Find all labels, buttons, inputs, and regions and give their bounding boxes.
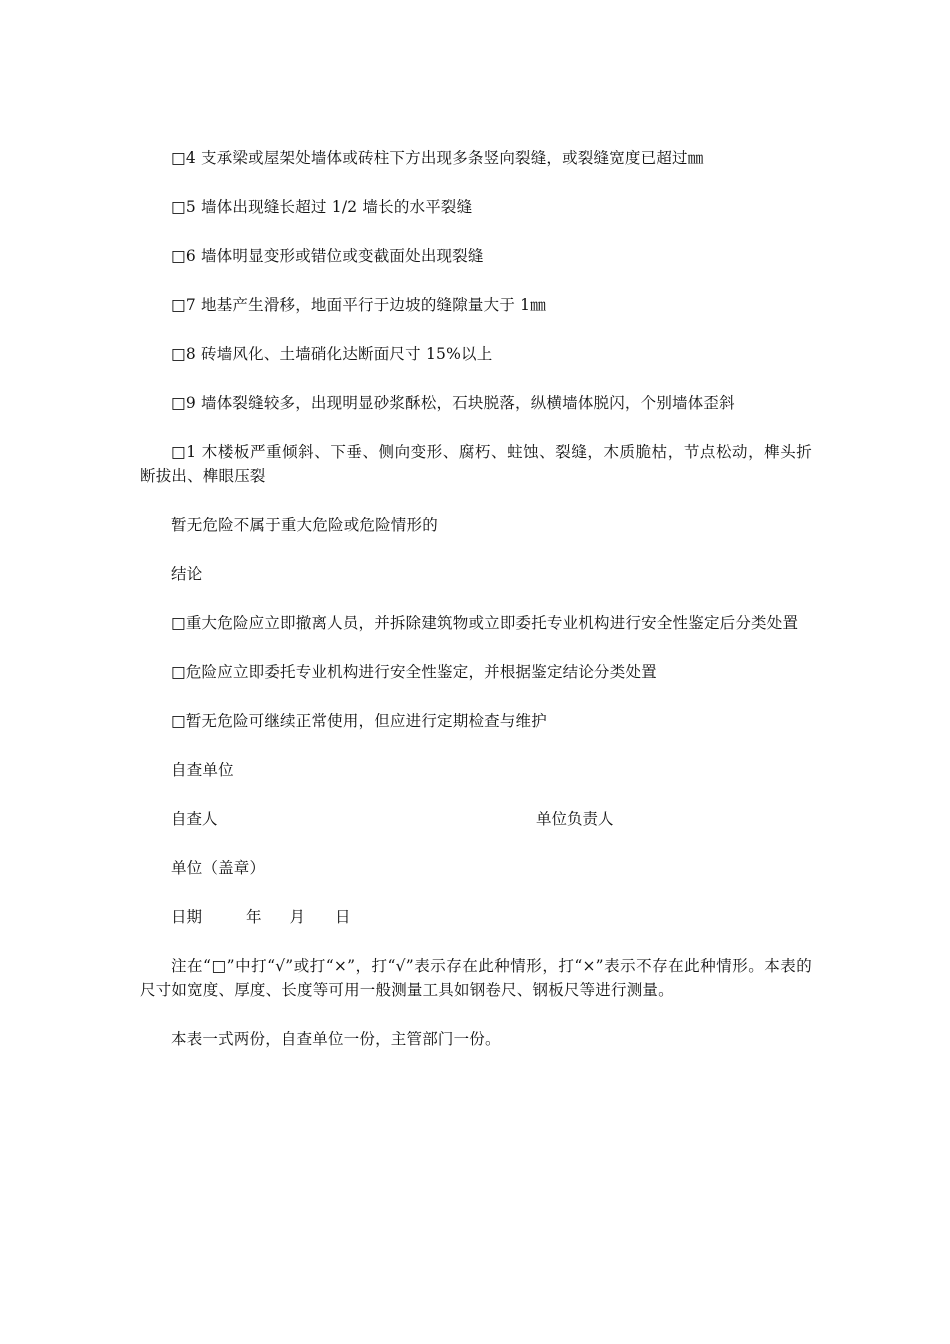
- checklist-item-4: □4 支承梁或屋架处墙体或砖柱下方出现多条竖向裂缝，或裂缝宽度已超过㎜: [171, 149, 704, 167]
- checklist-item-7: □7 地基产生滑移，地面平行于边坡的缝隙量大于 1㎜: [171, 296, 546, 314]
- copies-note: 本表一式两份，自查单位一份，主管部门一份。: [171, 1030, 501, 1048]
- checklist-item-5: □5 墙体出现缝长超过 1/2 墙长的水平裂缝: [171, 198, 473, 216]
- month-label: 月: [289, 908, 306, 926]
- conclusion-option-no-danger: □暂无危险可继续正常使用，但应进行定期检查与维护: [171, 712, 547, 730]
- document-page: [140, 146, 812, 1076]
- conclusion-option-major-danger: □重大危险应立即撤离人员，并拆除建筑物或立即委托专业机构进行安全性鉴定后分类处置: [171, 614, 799, 632]
- date-label: 日期: [171, 908, 203, 926]
- checklist-item-wood-floor: □1 木楼板严重倾斜、下垂、侧向变形、腐朽、蛀蚀、裂缝，木质脆枯，节点松动，榫头折断拔出、榫眼压裂: [140, 443, 812, 485]
- checklist-item-9: □9 墙体裂缝较多，出现明显砂浆酥松，石块脱落，纵横墙体脱闪，个别墙体歪斜: [171, 394, 735, 412]
- checklist-item-8: □8 砖墙风化、土墙硝化达断面尺寸 15%以上: [171, 345, 493, 363]
- checklist-item-6: □6 墙体明显变形或错位或变截面处出现裂缝: [171, 247, 484, 265]
- signers-row: [140, 807, 812, 831]
- responsible-person-label: 单位负责人: [536, 810, 614, 828]
- date-row: [140, 905, 812, 929]
- self-inspection-unit-label: 自查单位: [171, 761, 234, 779]
- usage-note: 注在“□”中打“√”或打“×”，打“√”表示存在此种情形，打“×”表示不存在此种情形。本表的尺寸如宽度、厚度、长度等可用一般测量工具如钢卷尺、钢板尺等进行测量。: [140, 957, 812, 999]
- conclusion-heading: 结论: [171, 565, 203, 583]
- conclusion-option-danger: □危险应立即委托专业机构进行安全性鉴定，并根据鉴定结论分类处置: [171, 663, 657, 681]
- day-label: 日: [335, 908, 351, 926]
- unit-seal-label: 单位（盖章）: [171, 859, 266, 877]
- no-danger-note: 暂无危险不属于重大危险或危险情形的: [171, 516, 438, 534]
- inspector-label: 自查人: [171, 810, 218, 828]
- year-label: 年: [246, 908, 262, 926]
